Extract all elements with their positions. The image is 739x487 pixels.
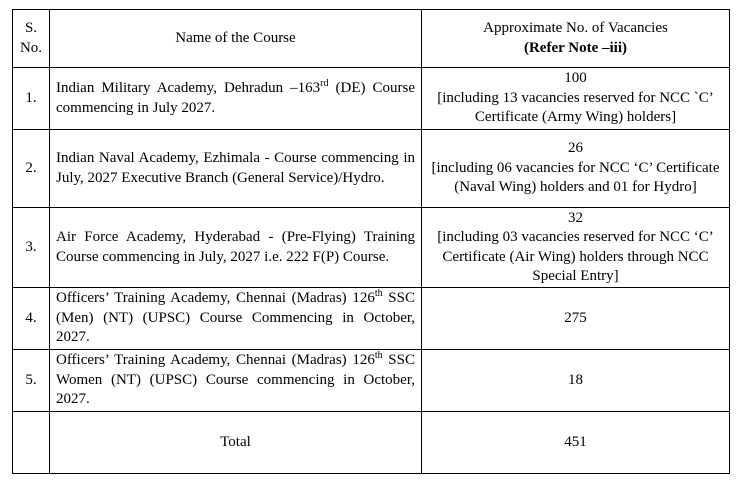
total-value: 451 [422,412,730,474]
ordinal-suffix: th [374,288,383,300]
row-course [50,350,422,412]
row-sno: 5. [13,350,50,412]
vacancy-count: 275 [564,309,587,326]
row-sno: 3. [13,208,50,288]
table-row [13,350,730,412]
header-row [13,10,730,68]
row-vacancies [422,288,730,350]
vacancy-table [12,9,730,474]
vacancy-count: 100 [564,70,587,87]
course-text: Officers’ Training Academy, Chennai (Madras) [56,352,347,369]
vacancy-count: 32 [568,209,583,226]
row-vacancies [422,208,730,288]
row-vacancies [422,350,730,412]
row-course [50,288,422,350]
header-vacancies [422,10,730,68]
header-sno: S. No. [13,10,50,68]
vacancy-detail: [including 06 vacancies for NCC ‘C’ Certificate (Naval Wing) holders and 01 for Hydro] [431,159,720,196]
table-row [13,208,730,288]
row-sno: 1. [13,68,50,130]
row-vacancies [422,68,730,130]
ordinal-suffix: rd [320,78,329,89]
row-vacancies [422,130,730,208]
course-text: Indian Military Academy, Dehradun –163 [56,80,321,96]
header-course: Name of the Course [50,10,422,68]
row-course: Indian Naval Academy, Ezhimala - Course commencing in July, 2027 Executive Branch (General Service)/Hydro. [50,130,422,208]
row-course: Air Force Academy, Hyderabad - (Pre-Flying) Training Course commencing in July, 2027 i.e. 222 F(P) Course. [50,208,422,288]
course-text: Officers’ Training Academy, Chennai (Madras) [56,290,347,307]
vacancy-detail: [including 03 vacancies reserved for NCC ‘C’ Certificate (Air Wing) holders through NCC Special Entry] [437,229,714,284]
row-sno: 2. [13,130,50,208]
ordinal-suffix: th [374,350,383,362]
vacancy-count: 26 [568,140,583,157]
course-text: SSC Women (NT) (UPSC) Course commencing in October, 2027. [56,352,415,408]
total-row [13,412,730,474]
vacancy-count: 18 [568,371,583,388]
course-text: 126 [352,352,375,369]
vacancy-detail: [including 13 vacancies reserved for NCC `C’ Certificate (Army Wing) holders] [437,89,714,126]
row-course [50,68,422,130]
header-note: (Refer Note –iii) [523,39,627,56]
header-vacancies-label: Approximate No. of Vacancies [483,20,668,36]
table-row [13,68,730,130]
course-text: SSC (Men) (NT) (UPSC) Course Commencing in October, 2027. [56,290,415,346]
course-text: 126 [352,290,375,307]
row-sno: 4. [13,288,50,350]
table-row [13,130,730,208]
table-row [13,288,730,350]
total-empty-cell [13,412,50,474]
total-label: Total [50,412,422,474]
course-text: (DE) Course commencing in July 2027. [56,80,416,116]
